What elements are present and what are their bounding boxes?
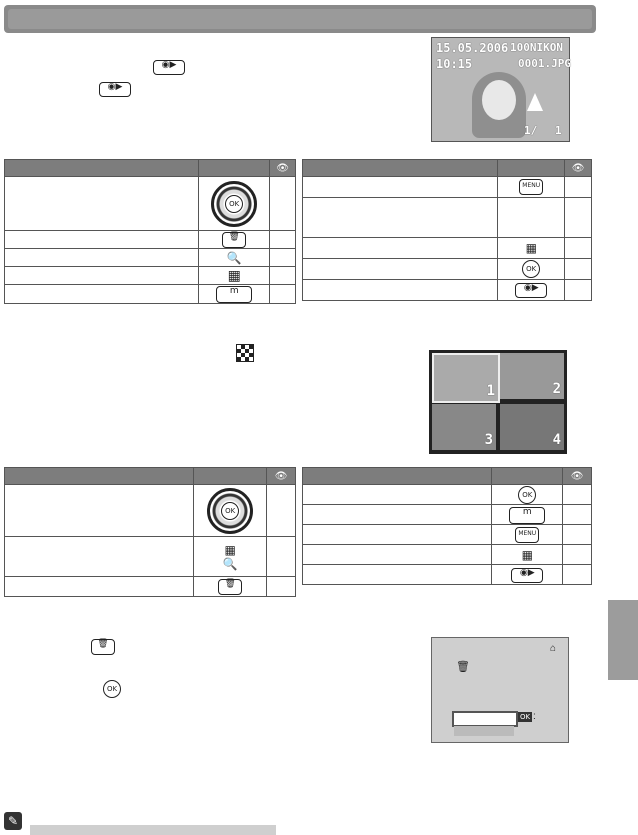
delete-button-icon: 🗑 [222, 232, 246, 248]
eye-icon: 👁 [565, 160, 592, 177]
thumbnail-4: 4 [500, 404, 564, 450]
thumbnail-controls-table [4, 467, 296, 597]
thumbnail-3: 3 [432, 404, 496, 450]
playback-total: 1 [555, 124, 562, 137]
thumbnail-1: 1 [432, 353, 500, 403]
sailboat-icon [527, 93, 543, 111]
eye-icon: 👁 [270, 160, 296, 177]
thumbnail-icon: ▦ [199, 267, 270, 285]
ok-button-icon: OK [522, 260, 540, 278]
thumbnail-playback-screen [429, 350, 567, 454]
playback-controls-table-2 [302, 159, 592, 301]
playback-controls-table [4, 159, 296, 304]
ok-button-icon: OK [520, 713, 531, 721]
playback-folder: 100NIKON [510, 41, 563, 54]
protect-icon: ⌂ [550, 643, 557, 654]
delete-button-icon: 🗑 [218, 579, 242, 595]
menu-button-icon: MENU [515, 527, 539, 543]
camera-play-button-icon: ◉▶ [99, 82, 131, 97]
playback-time: 10:15 [436, 57, 473, 71]
option-secondary[interactable] [454, 726, 514, 736]
m-button-icon: m [509, 507, 545, 524]
full-frame-playback-screen [431, 37, 570, 142]
section-title-bar-inner [8, 9, 592, 29]
playback-date: 15.05.2006 [436, 41, 509, 55]
playback-file: 0001.JPG [518, 57, 571, 70]
zoom-icon: 🔍 [199, 249, 270, 267]
eye-icon: 👁 [267, 468, 296, 485]
thumbnail-icon [236, 344, 254, 362]
delete-button-icon: 🗑 [91, 639, 115, 655]
transfer-icon: ▦ [492, 545, 563, 565]
transfer-icon: ▦ [498, 238, 565, 259]
zoom-icon: 🔍 [222, 556, 238, 571]
camera-play-button-icon: ◉▶ [515, 283, 547, 298]
note-heading-bar [30, 825, 276, 835]
delete-icon: 🗑 [456, 661, 470, 673]
camera-play-button-icon: ◉▶ [511, 568, 543, 583]
ok-button-icon: OK [103, 680, 121, 698]
thumbnail-controls-table-2 [302, 467, 592, 585]
ok-button-icon: OK [518, 486, 536, 504]
thumbnail-icon: ▦ [224, 542, 236, 557]
section-tab [608, 600, 638, 680]
multi-selector-icon: OK [207, 488, 253, 534]
note-pencil-icon: ✎ [4, 812, 22, 830]
eye-icon: 👁 [563, 468, 592, 485]
multi-selector-icon: OK [211, 181, 257, 227]
delete-confirm-screen: ⌂ 🗑 OK : [431, 637, 569, 743]
m-button-icon: m [216, 286, 252, 303]
portrait-face [482, 80, 516, 120]
menu-button-icon: MENU [519, 179, 543, 195]
camera-play-button-icon: ◉▶ [153, 60, 185, 75]
option-highlight[interactable] [452, 711, 518, 727]
thumbnail-2: 2 [500, 353, 564, 399]
playback-counter: 1/ [524, 124, 538, 137]
